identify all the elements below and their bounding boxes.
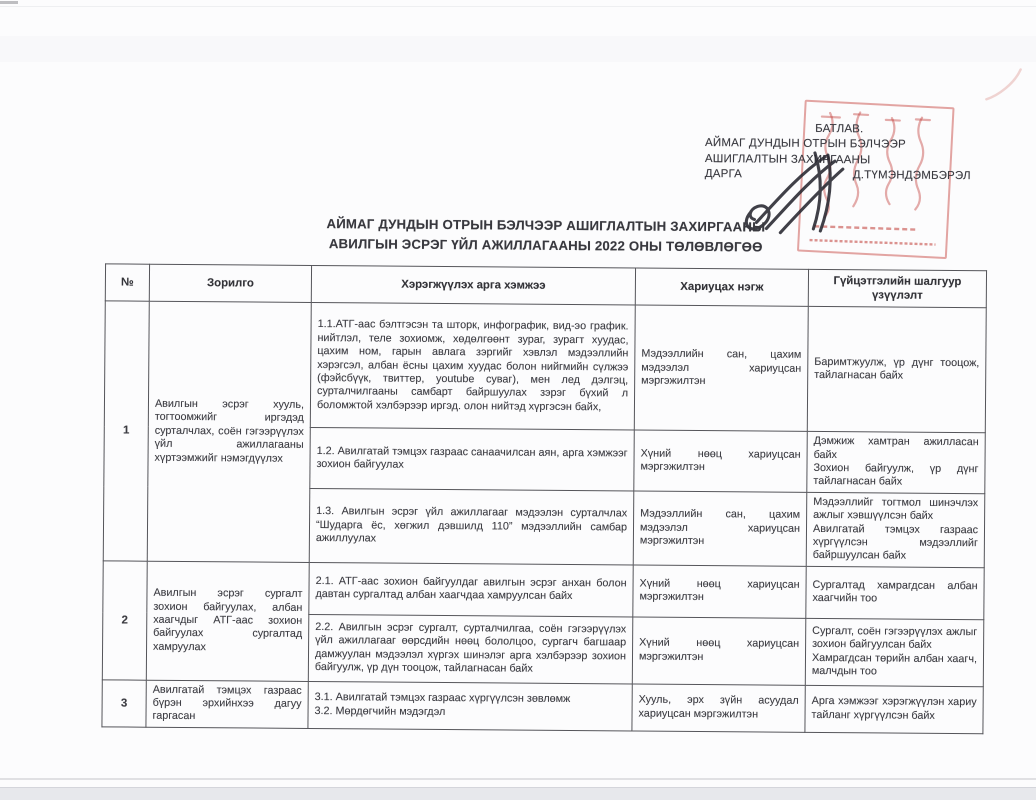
row-number: 3 [102, 679, 146, 726]
action-text: 2.2. Авилгын эсрэг сургалт, сурталчилгаа, соён гэгээрүүлэх үйл ажиллагааг өөрсдийн нөөц бололцоо, сургагч багшаар дамжуулан мэдээлэл хүргэх шинэлэг арга хэлбэрээр зохион байгуулж, үр дүн тооцож, тайлагнасан байх [314, 620, 627, 675]
criteria-text: Дэмжиж хамтран ажилласан байх [813, 435, 979, 461]
criteria-text: Авилгатай тэмцэх газраас хүргүүлсэн мэдээллийг байршуулсан байх [812, 522, 979, 562]
action-cell [310, 303, 635, 431]
approval-name: Д.ТҮМЭНДЭМБЭРЭЛ [852, 169, 971, 183]
stamp-edge-mark-icon [980, 65, 1026, 105]
action-text: 3.2. Мөрдөгчийн мэдэгдэл [314, 704, 446, 718]
unit-cell: Хүний нөөц хариуцсан мэргэжилтэн [633, 565, 806, 618]
action-cell [310, 428, 634, 491]
approval-word: БАТЛАВ. [815, 122, 864, 136]
unit-cell: Хууль, эрх зүйн асуудал хариуцсан мэргэжилтэн [632, 684, 805, 732]
header-number: № [105, 264, 149, 302]
approval-org-line1: АЙМАГ ДУНДЫН ОТРЫН БЭЛЧЭЭР [704, 137, 906, 152]
header-goal: Зорилго [149, 264, 311, 303]
goal-cell: Авилгатай тэмцэх газраас бүрэн эрхийнхээ дагуу гаргасан [146, 680, 308, 728]
criteria-text: Зохион байгуулж, үр дүнг тайлагнасан байх [813, 461, 979, 489]
criteria-cell [806, 492, 985, 567]
action-text: 2.1. АТГ-аас зохион байгуулдаг авилгын эсрэг анхан болон давтан сургалтад албан хаагчдаа хамруулсан байх [315, 574, 627, 603]
action-text: 1.2. Авилгатай тэмцэх газраас санаачилсан аян, арга хэмжээг зохион байгуулах [316, 444, 628, 471]
action-text: 3.1. Авилгатай тэмцэх газраас хүргүүлсэн зөвлөмж [314, 691, 571, 706]
criteria-text: Мэдээллийг тогтмол шинэчлэх ажлыг хэвшүүлсэн байх [813, 495, 979, 523]
unit-cell: Хүний нөөц хариуцсан мэргэжилтэн [632, 617, 806, 685]
criteria-text: Сургалтад хамрагдсан албан хаагчийн тоо [812, 578, 978, 605]
document-title-line1: АЙМАГ ДУНДЫН ОТРЫН БЭЛЧЭЭР АШИГЛАЛТЫН ЗАХИРГААНЫ [326, 216, 766, 235]
row-number: 2 [102, 561, 147, 680]
header-criteria: Гүйцэтгэлийн шалгуур үзүүлэлт [808, 269, 986, 308]
approval-org-line2: АШИГЛАЛТЫН ЗАХИРГААНЫ [704, 152, 871, 167]
approval-position: ДАРГА [704, 168, 743, 181]
action-cell [309, 488, 634, 564]
criteria-text: Баримтжуулж, үр дүнг тооцож, тайлагнасан байх [814, 355, 980, 382]
unit-cell: Мэдээллийн сан, цахим мэдээлэл хариуцсан мэргэжилтэн [634, 305, 808, 431]
criteria-text: Хамрагдсан төрийн албан хаагч, малчдын тоо [811, 651, 978, 678]
unit-cell: Мэдээллийн сан, цахим мэдээлэл хариуцсан мэргэжилтэн [633, 491, 807, 566]
header-unit: Хариуцах нэгж [635, 268, 808, 307]
action-text: 1.1.АТГ-аас бэлтгэсэн та шторк, инфографик, вид-эо график. нийтлэл, теле зохиомж, хөдөлгөөнт зураг, зурагт хуудас, цахим ном, гарын авлага зэргийг хэвлэл мэдээллийн хэрэгсэл, албан ёсны цахим хуудас болон нийгмийн сүлжээ (фэйсбүүк, твиттер, youtube суваг), мен лед дэлгэц, сурталчилгааны самбарт байршуулах зэрэг бүхий л боломжтой хэлбэрээр иргэд. олон нийтэд хүргэсэн байх, [316, 318, 629, 413]
table-row [102, 679, 983, 733]
criteria-cell [805, 618, 984, 686]
row-number: 1 [103, 301, 149, 561]
action-text: 1.3. Авилгын эсрэг үйл ажиллагааг мэдээлэн сурталчлах “Шударга ёс, хөгжил дэвшилд 110” мэдээллийн самбар ажиллуулах [315, 505, 628, 545]
criteria-cell [805, 685, 983, 734]
criteria-text: Сургалт, соён гэгээрүүлэх ажлыг зохион байгуулсан байх [812, 624, 978, 652]
table-row [103, 561, 984, 620]
header-actions: Хэрэгжүүлэх арга хэмжээ [311, 265, 635, 305]
criteria-cell [807, 432, 985, 494]
criteria-cell [807, 307, 986, 433]
goal-cell: Авилгын эсрэг хууль, тогтоомжийг иргэдэд сурталчлах, соён гэгээрүүлэх үйл ажиллагааны хүртээмжийг нэмэгдүүлэх [147, 301, 311, 562]
goal-cell: Авилгын эсрэг сургалт зохион байгуулах, албан хаагчдыг АТГ-аас зохион байгуулах сургалтад хамруулах [146, 561, 309, 681]
unit-cell: Хүний нөөц хариуцсан мэргэжилтэн [634, 430, 807, 492]
table-row [104, 301, 986, 433]
criteria-text: Арга хэмжээг хэрэгжүүлэн хариу тайланг хүргүүлсэн байх [811, 695, 977, 722]
document-title-line2: АВИЛГЫН ЭСРЭГ ҮЙЛ АЖИЛЛАГААНЫ 2022 ОНЫ ТӨЛӨВЛӨГӨӨ [328, 235, 763, 255]
plan-table [101, 263, 987, 734]
action-cell [308, 614, 633, 684]
action-cell [309, 562, 633, 617]
scanner-background [0, 787, 1036, 800]
page-bottom-edge [0, 778, 1036, 780]
criteria-cell [806, 566, 984, 619]
document-title [105, 212, 986, 259]
action-cell [308, 681, 632, 731]
